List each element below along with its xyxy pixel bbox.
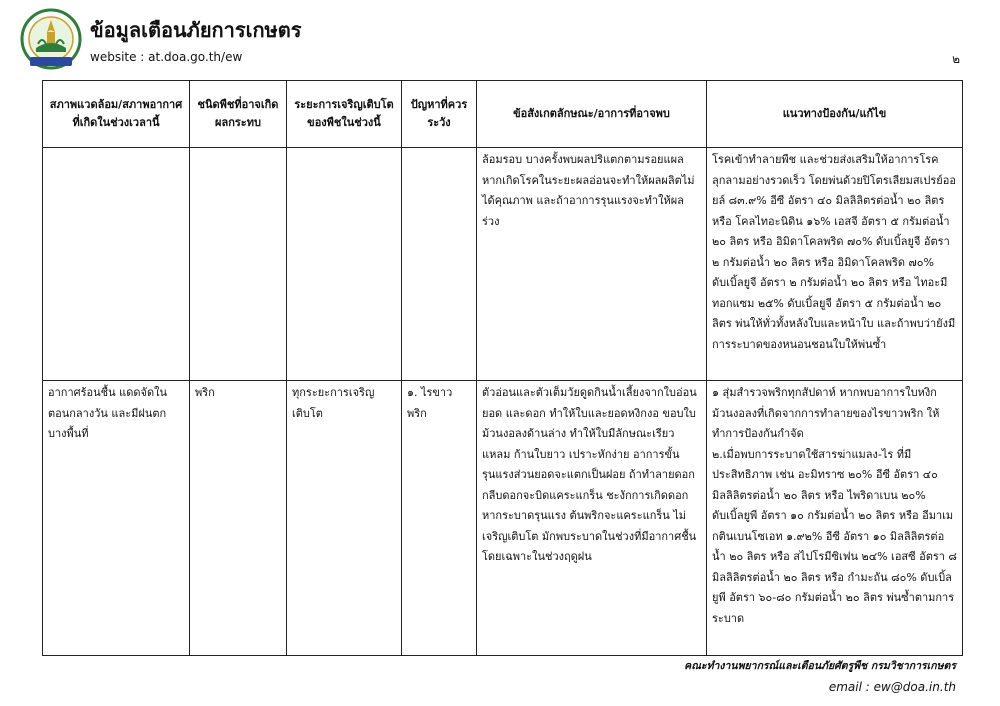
cell-crop: พริก [190, 381, 287, 656]
page-number: ๒ [952, 52, 960, 66]
cell-stage [287, 148, 402, 381]
warning-table [42, 80, 963, 656]
header-stage: ระยะการเจริญเติบโตของพืชในช่วงนี้ [287, 81, 402, 148]
cell-crop [190, 148, 287, 381]
page-title: ข้อมูลเตือนภัยการเกษตร [90, 18, 302, 42]
website-link[interactable]: website : at.doa.go.th/ew [90, 50, 243, 64]
footer-agency: คณะทำงานพยากรณ์และเตือนภัยศัตรูพืช กรมวิชาการเกษตร [684, 660, 956, 672]
cell-symptom: ตัวอ่อนและตัวเต็มวัยดูดกินน้ำเลี้ยงจากใบอ่อน ยอด และดอก ทำให้ใบและยอดหงิกงอ ขอบใบม้วนงอลงด้านล่าง ทำให้ใบมีลักษณะเรียวแหลม ก้านใบยาว เปราะหักง่าย อาการขั้นรุนแรงส่วนยอดจะแตกเป็นฝอย ถ้าทำลายดอก กลีบดอกจะบิดแคระแกร็น ชะงักการเกิดดอก หากระบาดรุนแรง ต้นพริกจะแคระแกร็น ไม่เจริญเติบโต มักพบระบาดในช่วงที่มีอากาศชื้น โดยเฉพาะในช่วงฤดูฝน [477, 381, 707, 656]
cell-problem: ๑. ไรขาวพริก [402, 381, 477, 656]
cell-condition: อากาศร้อนชื้น แดดจัดในตอนกลางวัน และมีฝนตกบางพื้นที่ [43, 381, 190, 656]
cell-problem [402, 148, 477, 381]
header-symptom: ข้อสังเกตลักษณะ/อาการที่อาจพบ [477, 81, 707, 148]
table-row [43, 381, 963, 656]
table-header-row [43, 81, 963, 148]
table-row [43, 148, 963, 381]
header-condition: สภาพแวดล้อม/สภาพอากาศที่เกิดในช่วงเวลานี้ [43, 81, 190, 148]
footer-email[interactable]: email : ew@doa.in.th [828, 680, 956, 694]
header-solution: แนวทางป้องกัน/แก้ไข [707, 81, 963, 148]
page-header [20, 8, 980, 78]
solution-paragraph: ๒.เมื่อพบการระบาดใช้สารฆ่าแมลง-ไร ที่มีประสิทธิภาพ เช่น อะมิทราซ ๒๐% อีซี อัตรา ๔๐ มิลลิลิตรต่อน้ำ ๒๐ ลิตร หรือ ไพริดาเบน ๒๐% ดับเบิ้ลยูพี อัตรา ๑๐ กรัมต่อน้ำ ๒๐ ลิตร หรือ อีมาเมกตินเบนโซเอท ๑.๙๒% อีซี อัตรา ๑๐ มิลลิลิตรต่อน้ำ ๒๐ ลิตร หรือ สไปโรมีซิเฟน ๒๔% เอสซี อัตรา ๘ มิลลิลิตรต่อน้ำ ๒๐ ลิตร หรือ กำมะถัน ๘๐% ดับเบิ้ลยูพี อัตรา ๖๐-๘๐ กรัมต่อน้ำ ๒๐ ลิตร พ่นซ้ำตามการระบาด [712, 447, 957, 625]
cell-condition [43, 148, 190, 381]
doa-logo [20, 8, 82, 70]
cell-symptom: ล้อมรอบ บางครั้งพบผลปริแตกตามรอยแผล หากเกิดโรคในระยะผลอ่อนจะทำให้ผลผลิตไม่ได้คุณภาพ และถ้าอาการรุนแรงจะทำให้ผลร่วง [477, 148, 707, 381]
header-crop: ชนิดพืชที่อาจเกิดผลกระทบ [190, 81, 287, 148]
cell-stage: ทุกระยะการเจริญเติบโต [287, 381, 402, 656]
solution-paragraph: ๑ สุ่มสำรวจพริกทุกสัปดาห์ หากพบอาการใบหงิกม้วนงอลงที่เกิดจากการทำลายของไรขาวพริก ให้ทำการป้องกันกำจัด [712, 386, 940, 440]
cell-solution [707, 381, 963, 656]
header-problem: ปัญหาที่ควรระวัง [402, 81, 477, 148]
solution-paragraph: โรคเข้าทำลายพืช และช่วยส่งเสริมให้อาการโรคลุกลามอย่างรวดเร็ว โดยพ่นด้วยปิโตรเลียมสเปรย์ออยล์ ๘๓.๙% อีซี อัตรา ๔๐ มิลลิลิตรต่อน้ำ ๒๐ ลิตร หรือ โคลไทอะนิดิน ๑๖% เอสจี อัตรา ๕ กรัมต่อน้ำ ๒๐ ลิตร หรือ อิมิดาโคลพริด ๗๐% ดับเบิ้ลยูจี อัตรา ๒ กรัมต่อน้ำ ๒๐ ลิตร หรือ อิมิดาโคลพริด ๗๐% ดับเบิ้ลยูจี อัตรา ๒ กรัมต่อน้ำ ๒๐ ลิตร หรือ ไทอะมีทอกแซม ๒๕% ดับเบิ้ลยูจี อัตรา ๕ กรัมต่อน้ำ ๒๐ ลิตร พ่นให้ทั่วทั้งหลังใบและหน้าใบ และถ้าพบว่ายังมีการระบาดของหนอนชอนใบให้พ่นซ้ำ [712, 153, 956, 351]
cell-solution [707, 148, 963, 381]
